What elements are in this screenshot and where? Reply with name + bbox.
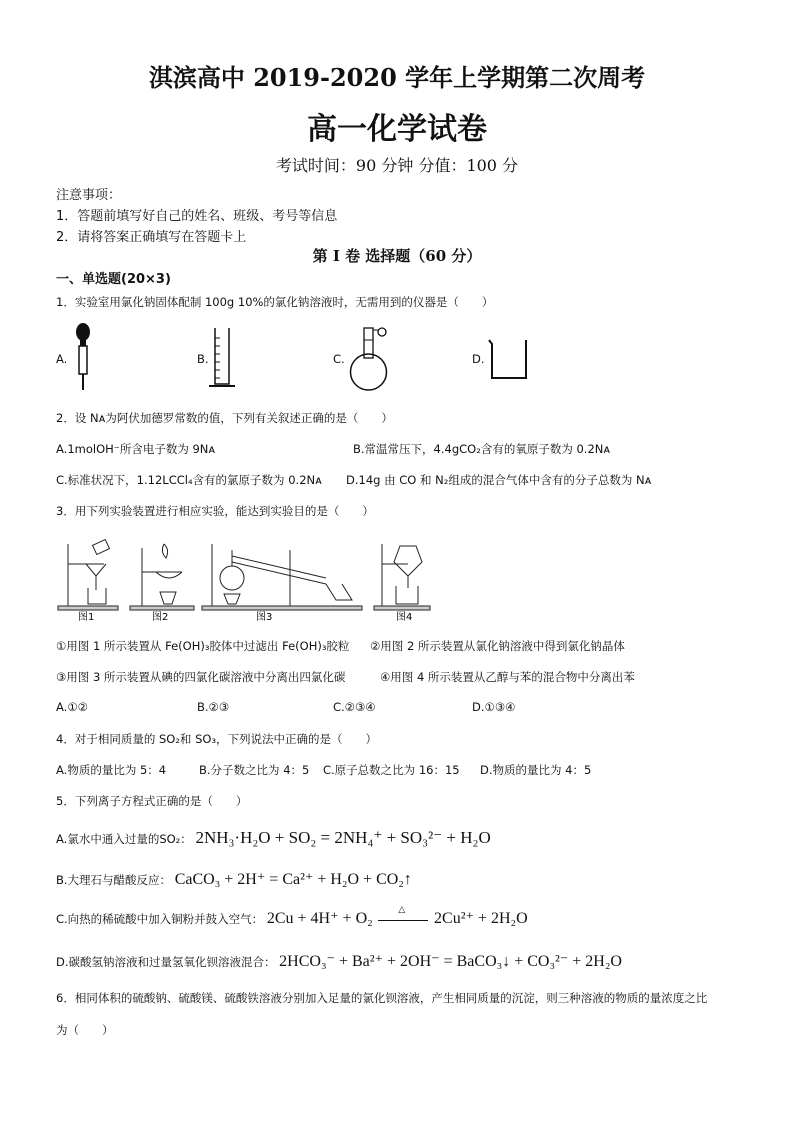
q3-option-d: D.①③④: [472, 700, 516, 714]
fig2-evaporation-icon: [130, 544, 194, 610]
q1-option-d-label: D.: [472, 352, 485, 366]
beaker-icon: [486, 336, 532, 384]
graduated-cylinder-icon: [205, 326, 239, 390]
fig4-separatory-funnel-icon: [374, 544, 430, 610]
part-heading: 一、单选题(20×3): [56, 272, 171, 287]
exam-subject-title: 高一化学试卷: [307, 112, 487, 147]
q1-option-c-label: C.: [333, 352, 345, 366]
q5-option-c: [56, 904, 528, 928]
q5-option-b-label: B.大理石与醋酸反应：: [56, 873, 172, 887]
q1-option-a-label: A.: [56, 352, 68, 366]
fig3-label: 图3: [256, 612, 273, 623]
q5-option-b: [56, 869, 412, 889]
notes-heading: 注意事项：: [56, 188, 122, 203]
q3-statement-2: ②用图 2 所示装置从氯化钠溶液中得到氯化钠晶体: [370, 639, 625, 653]
volumetric-flask-icon: [342, 324, 398, 392]
q2-option-d: D.14g 由 CO 和 N₂组成的混合气体中含有的分子总数为 Nᴀ: [346, 473, 652, 487]
fig3-distillation-icon: [202, 544, 362, 610]
q5-option-d-label: D.碳酸氢钠溶液和过量氢氧化钡溶液混合：: [56, 955, 276, 969]
question-6-stem-line1: 6．相同体积的硫酸钠、硫酸镁、硫酸铁溶液分别加入足量的氯化钡溶液，产生相同质量的沉淀，则三种溶液的物质的量浓度之比: [56, 991, 708, 1005]
q3-statement-1: ①用图 1 所示装置从 Fe(OH)₃胶体中过滤出 Fe(OH)₃胶粒: [56, 639, 350, 653]
exam-info: 考试时间：90 分钟 分值：100 分: [275, 156, 519, 175]
q2-option-a: A.1molOH⁻所含电子数为 9Nᴀ: [56, 442, 216, 456]
q3-statement-3: ③用图 3 所示装置从碘的四氯化碳溶液中分离出四氯化碳: [56, 670, 346, 684]
q2-option-c: C.标准状况下，1.12LCCl₄含有的氯原子数为 0.2Nᴀ: [56, 473, 322, 487]
q2-option-b: B.常温常压下，4.4gCO₂含有的氧原子数为 0.2Nᴀ: [353, 442, 611, 456]
q5-option-b-equation: CaCO₃ + 2H⁺ = Ca²⁺ + H₂O + CO₂↑: [174, 871, 412, 888]
heat-symbol: △: [398, 904, 406, 915]
q3-option-b: B.②③: [197, 700, 230, 714]
q4-option-b: B.分子数之比为 4：5: [199, 763, 310, 777]
fig1-filtration-icon: [58, 540, 118, 610]
q4-option-d: D.物质的量比为 4：5: [480, 763, 592, 777]
fig4-label: 图4: [396, 612, 413, 623]
q1-option-b-label: B.: [197, 352, 209, 366]
section-title: 第 I 卷 选择题（60 分）: [312, 247, 482, 265]
question-5-stem: 5．下列离子方程式正确的是（ ）: [56, 794, 248, 808]
q4-option-c: C.原子总数之比为 16：15: [323, 763, 460, 777]
notes-block: [56, 185, 337, 248]
q5-option-d: [56, 951, 622, 971]
question-3-stem: 3．用下列实验装置进行相应实验，能达到实验目的是（ ）: [56, 504, 374, 518]
q5-option-c-label: C.向热的稀硫酸中加入铜粉并鼓入空气：: [56, 912, 264, 926]
fig2-label: 图2: [152, 612, 169, 623]
q3-option-a: A.①②: [56, 700, 88, 714]
exam-title: 淇滨高中 2019-2020 学年上学期第二次周考: [148, 63, 646, 92]
notes-item: 2．请将答案正确填写在答题卡上: [56, 230, 247, 245]
q5-option-a-label: A.氯水中通入过量的SO₂：: [56, 832, 192, 846]
question-4-stem: 4．对于相同质量的 SO₂和 SO₃，下列说法中正确的是（ ）: [56, 732, 378, 746]
q5-option-a: [56, 828, 491, 848]
q5-option-c-eq-right: 2Cu²⁺ + 2H₂O: [434, 910, 528, 927]
fig1-label: 图1: [78, 612, 95, 623]
question-2-stem: 2．设 Nᴀ为阿伏加德罗常数的值，下列有关叙述正确的是（ ）: [56, 411, 393, 425]
q3-option-c: C.②③④: [333, 700, 376, 714]
q4-option-a: A.物质的量比为 5：4: [56, 763, 167, 777]
dropper-icon: [70, 322, 100, 392]
q3-statement-4: ④用图 4 所示装置从乙醇与苯的混合物中分离出苯: [380, 670, 635, 684]
question-6-stem-line2: 为（ ）: [56, 1023, 114, 1037]
q5-option-d-equation: 2HCO₃⁻ + Ba²⁺ + 2OH⁻ = BaCO₃↓ + CO₃²⁻ + 2H₂O: [279, 953, 622, 970]
notes-item: 1．答题前填写好自己的姓名、班级、考号等信息: [56, 209, 338, 224]
q5-option-c-eq-left: 2Cu + 4H⁺ + O₂: [266, 910, 373, 927]
question-1-stem: 1．实验室用氯化钠固体配制 100g 10%的氯化钠溶液时，无需用到的仪器是（ ）: [56, 295, 494, 309]
q5-option-a-equation: 2NH₃·H₂O + SO₂ = 2NH₄⁺ + SO₃²⁻ + H₂O: [195, 828, 491, 847]
heat-condition-arrow: [376, 904, 430, 927]
q3-apparatus-figures: [56, 536, 436, 624]
